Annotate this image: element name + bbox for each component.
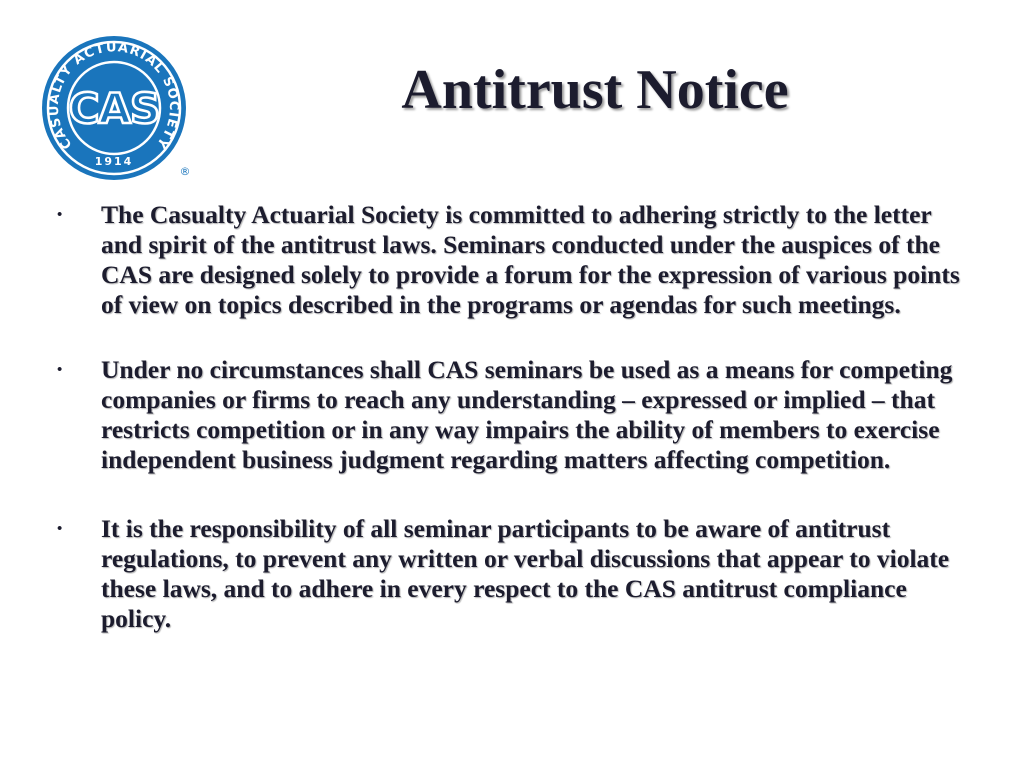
bullet-item-responsibility <box>54 514 974 634</box>
bullet-icon: • <box>57 207 63 223</box>
bullet-text: The Casualty Actuarial Society is committed to adhering strictly to the letter and spirit of the antitrust laws. Seminars conducted under the auspices of the CAS are designed solely to provide a forum for the expression of various points of view on topics described in the programs or agendas for such meetings. <box>101 200 960 319</box>
bullet-text: It is the responsibility of all seminar participants to be aware of antitrust regulations, to prevent any written or verbal discussions that appear to violate these laws, and to adhere in every respect to the CAS antitrust compliance policy. <box>101 514 950 633</box>
bullet-item-prohibition <box>54 355 974 475</box>
bullet-list <box>54 200 974 634</box>
logo-monogram: CAS <box>68 84 160 133</box>
logo-year: 1914 <box>94 155 134 168</box>
bullet-icon: • <box>57 362 63 378</box>
logo-ring-text: CASUALTY ACTUARIAL SOCIETY <box>46 40 182 152</box>
registered-mark: ® <box>179 165 191 178</box>
slide-title: Antitrust Notice <box>401 59 789 121</box>
bullet-icon: • <box>57 521 63 537</box>
cas-logo <box>32 34 192 184</box>
bullet-text: Under no circumstances shall CAS seminars be used as a means for competing companies or firms to reach any understanding – expressed or implied – that restricts competition or in any way impairs the ability of members to exercise independent business judgment regarding matters affecting competition. <box>101 355 953 474</box>
bullet-item-commitment <box>54 200 974 320</box>
